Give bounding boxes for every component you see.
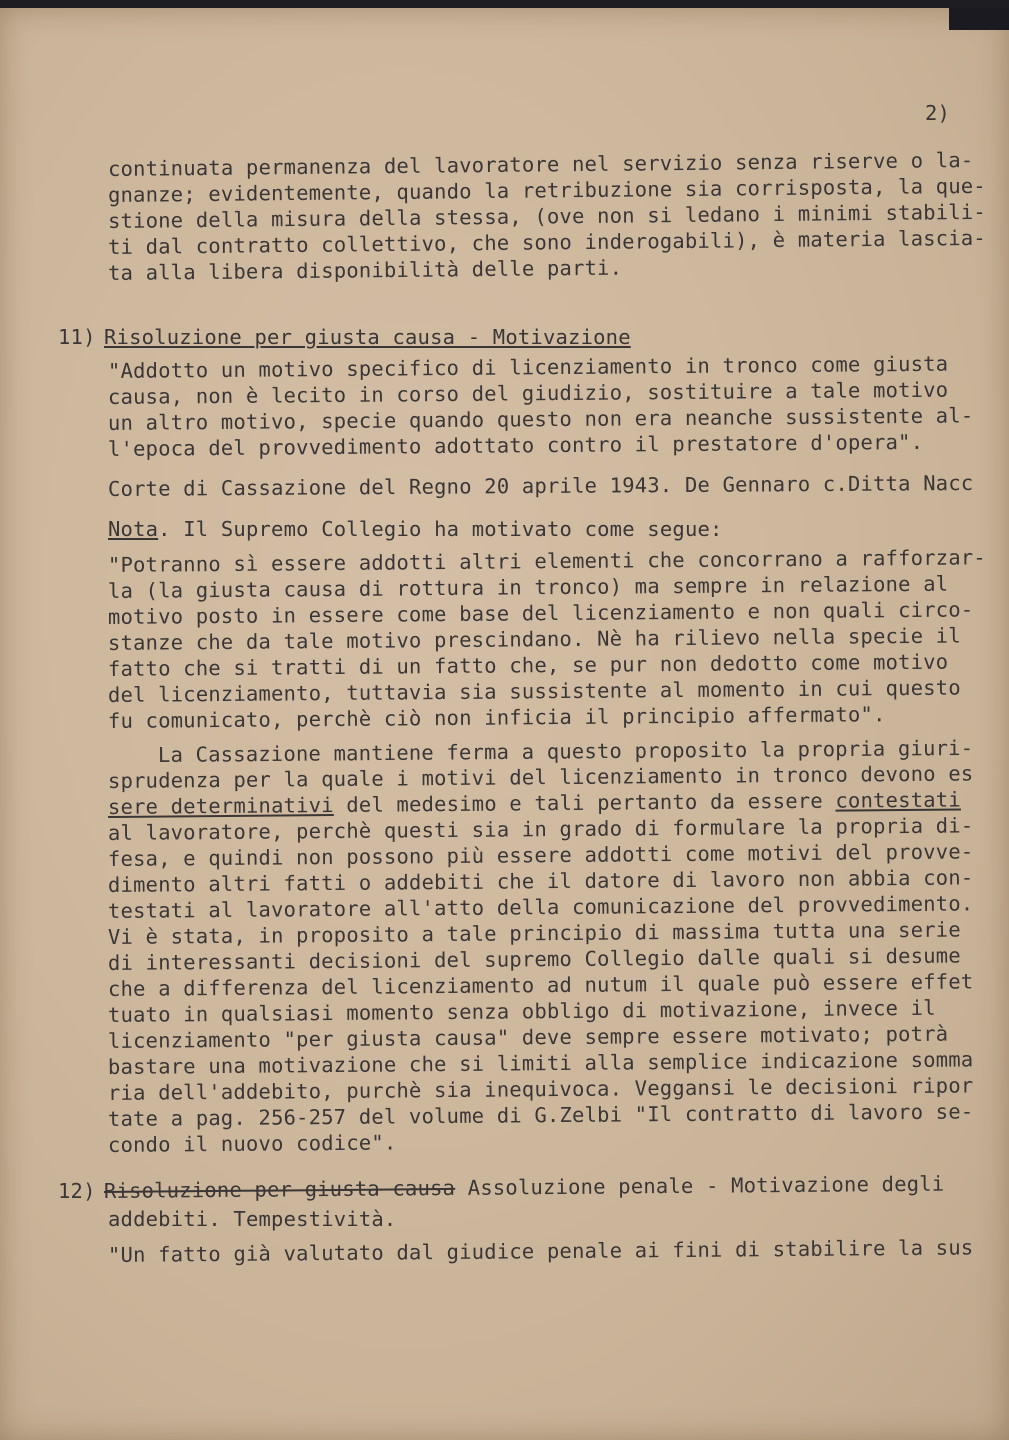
nota-quote-line: del licenziamento, tuttavia sia sussistente al momento in cui questo [107,675,961,707]
nota-quote-line: fatto che si tratti di un fatto che, se pur non dedotto come motivo [107,649,949,681]
section-number: 11) [58,325,96,349]
quote-line: l'epoca del provvedimento adottato contro il prestatore d'opera". [107,429,924,461]
paragraph-line: La Cassazione mantiene ferma a questo proposito la propria giuri- [157,735,974,767]
paragraph-fragment: del medesimo e tali pertanto da essere [333,788,836,818]
page-edge-shadow [949,8,1009,30]
paragraph-line: condo il nuovo codice". [107,1130,397,1157]
paragraph-line: fesa, e quindi non possono più essere addotti come motivi del provve- [107,839,974,871]
paragraph-line: che a differenza del licenziamento ad nutum il quale può essere effet [107,969,974,1001]
page-number: 2) [925,101,951,125]
nota-quote-line: la (la giusta causa di rottura in tronco) ma sempre in relazione al [107,571,949,603]
paragraph-line: Vi è stata, in proposito a tale principio di massima tutta una serie [107,917,961,949]
intro-line: gnanze; evidentemente, quando la retribuzione sia corrisposta, la que- [107,173,987,207]
paragraph-line: di interessanti decisioni del supremo Collegio dalle quali si desume [107,943,961,975]
paragraph-line: bastare una motivazione che si limiti alla semplice indicazione somma [107,1047,974,1079]
section-heading-line2: addebiti. Tempestività. [108,1207,397,1231]
section-heading [104,1171,945,1204]
paragraph-line: tate a pag. 256-257 del volume di G.Zelbi "Il contratto di lavoro se- [107,1099,974,1131]
quote-line: "Un fatto già valutato dal giudice penale ai fini di stabilire la sus [107,1235,974,1267]
paragraph-line: sprudenza per la quale i motivi del licenziamento in tronco devono es [107,761,974,793]
quote-line: causa, non è lecito in corso del giudizio, sostituire a tale motivo [107,377,949,409]
paragraph-line: tuato in qualsiasi momento senza obbligo di motivazione, invece il [107,995,936,1027]
section-heading: Risoluzione per giusta causa - Motivazione [104,325,631,349]
nota-quote-line: motivo posto in essere come base del licenziamento e non quali circo- [107,597,974,629]
citation: Corte di Cassazione del Regno 20 aprile 1943. De Gennaro c.Ditta Nacc [107,470,974,501]
section-heading-rest: Assoluzione penale - Motivazione degli [455,1171,945,1200]
nota-quote-line: stanze che da tale motivo prescindano. Nè ha rilievo nella specie il [107,623,961,655]
quote-line: "Addotto un motivo specifico di licenziamento in tronco come giusta [107,351,949,383]
underlined-phrase: contestati [835,787,961,813]
struck-heading: Risoluzione per giusta causa [103,1175,456,1203]
quote-line: un altro motivo, specie quando questo non era neanche sussistente al- [107,403,974,435]
paragraph-line: testati al lavoratore all'atto della comunicazione del provvedimento. [107,891,974,923]
document-page [0,8,1009,1440]
nota-line [108,516,723,542]
nota-quote-line: "Potranno sì essere addotti altri elementi che concorrano a rafforzar- [107,545,987,577]
paragraph-line: licenziamento "per giusta causa" deve sempre essere motivato; potrà [107,1021,949,1053]
intro-line: ti dal contratto collettivo, che sono inderogabili), è materia lascia- [107,225,987,259]
intro-line: ta alla libera disponibilità delle parti. [107,255,623,285]
intro-line: stione della misura della stessa, (ove non si ledano i minimi stabili- [107,199,987,233]
nota-text: . Il Supremo Collegio ha motivato come segue: [158,517,723,541]
section-number: 12) [58,1179,96,1203]
paragraph-line: ria dell'addebito, purchè sia inequivoca. Veggansi le decisioni ripor [107,1073,974,1105]
underlined-phrase: sere determinativi [107,793,334,819]
intro-line: continuata permanenza del lavoratore nel servizio senza riserve o la- [107,147,974,181]
paragraph-line: dimento altri fatti o addebiti che il datore di lavoro non abbia con- [107,865,974,897]
paragraph-line: al lavoratore, perchè questi sia in grado di formulare la propria di- [107,813,974,845]
nota-label: Nota [108,517,159,541]
nota-quote-line: fu comunicato, perchè ciò non inficia il principio affermato". [107,702,886,733]
